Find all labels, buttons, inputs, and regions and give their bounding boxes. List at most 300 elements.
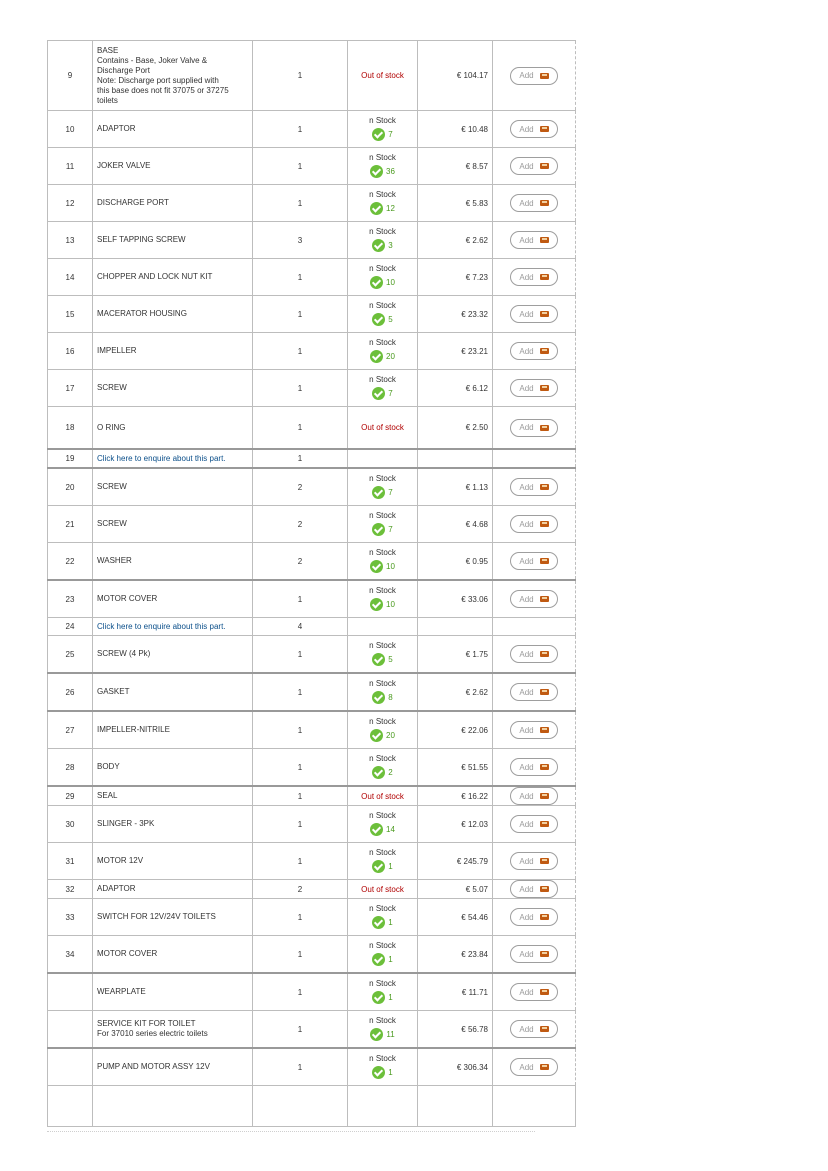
stock-line <box>372 766 392 779</box>
basket-icon <box>540 858 549 864</box>
table-row <box>48 333 576 370</box>
part-number: 22 <box>48 543 93 581</box>
add-cell <box>493 111 576 148</box>
stock-count: 1 <box>388 861 393 871</box>
part-description <box>93 1011 253 1049</box>
add-to-basket-button[interactable] <box>510 908 558 926</box>
add-to-basket-button[interactable] <box>510 67 558 85</box>
check-icon <box>372 691 385 704</box>
part-name: SELF TAPPING SCREW <box>97 235 186 244</box>
add-button-label: Add <box>519 791 534 801</box>
add-cell <box>493 259 576 296</box>
out-of-stock-label: Out of stock <box>361 791 404 801</box>
add-to-basket-button[interactable] <box>510 590 558 608</box>
basket-icon <box>540 73 549 79</box>
table-row <box>48 749 576 787</box>
add-to-basket-button[interactable] <box>510 880 558 898</box>
part-price <box>418 618 493 636</box>
stock-status <box>348 1048 418 1086</box>
basket-icon <box>540 311 549 317</box>
check-icon <box>372 523 385 536</box>
basket-icon <box>540 596 549 602</box>
part-price: € 12.03 <box>418 806 493 843</box>
table-row <box>48 449 576 468</box>
part-quantity: 1 <box>253 185 348 222</box>
table-row <box>48 222 576 259</box>
stock-count: 36 <box>386 166 395 176</box>
part-price: € 1.75 <box>418 636 493 674</box>
add-cell <box>493 786 576 806</box>
stock-line <box>372 128 392 141</box>
table-row <box>48 370 576 407</box>
part-description <box>93 259 253 296</box>
add-button-label: Add <box>519 649 534 659</box>
part-name: CHOPPER AND LOCK NUT KIT <box>97 272 213 281</box>
add-cell <box>493 673 576 711</box>
part-price: € 23.21 <box>418 333 493 370</box>
in-stock-label: n Stock <box>369 940 396 950</box>
part-price: € 23.32 <box>418 296 493 333</box>
stock-count: 11 <box>386 1029 395 1039</box>
add-cell <box>493 711 576 749</box>
in-stock-label: n Stock <box>369 473 396 483</box>
part-note: this base does not fit 37075 or 37275 <box>97 85 229 95</box>
part-name: SEAL <box>97 791 118 800</box>
part-name: SCREW (4 Pk) <box>97 649 151 658</box>
basket-icon <box>540 886 549 892</box>
table-row <box>48 41 576 111</box>
in-stock-label: n Stock <box>369 1015 396 1025</box>
part-name: SCREW <box>97 482 127 491</box>
stock-count: 7 <box>388 129 393 139</box>
check-icon <box>372 766 385 779</box>
part-name: SCREW <box>97 519 127 528</box>
part-description <box>93 973 253 1011</box>
add-to-basket-button[interactable] <box>510 515 558 533</box>
add-cell <box>493 543 576 581</box>
add-cell <box>493 222 576 259</box>
in-stock-label: n Stock <box>369 716 396 726</box>
part-quantity: 1 <box>253 370 348 407</box>
part-number <box>48 1048 93 1086</box>
part-name: IMPELLER-NITRILE <box>97 725 170 734</box>
table-row <box>48 407 576 450</box>
part-number: 13 <box>48 222 93 259</box>
check-icon <box>370 1028 383 1041</box>
table-row <box>48 618 576 636</box>
part-description <box>93 543 253 581</box>
part-description <box>93 449 253 468</box>
part-description <box>93 936 253 974</box>
basket-icon <box>540 727 549 733</box>
part-description <box>93 1048 253 1086</box>
table-row <box>48 111 576 148</box>
add-cell <box>493 618 576 636</box>
part-number: 20 <box>48 468 93 506</box>
add-to-basket-button[interactable] <box>510 983 558 1001</box>
in-stock-label: n Stock <box>369 152 396 162</box>
table-row <box>48 936 576 974</box>
part-quantity: 1 <box>253 41 348 111</box>
table-row <box>48 806 576 843</box>
stock-status <box>348 711 418 749</box>
table-row <box>48 880 576 899</box>
in-stock-label: n Stock <box>369 753 396 763</box>
check-icon <box>372 653 385 666</box>
part-number: 27 <box>48 711 93 749</box>
part-price: € 22.06 <box>418 711 493 749</box>
add-cell <box>493 973 576 1011</box>
in-stock-label: n Stock <box>369 547 396 557</box>
part-quantity: 1 <box>253 407 348 450</box>
part-quantity: 2 <box>253 543 348 581</box>
add-button-label: Add <box>519 272 534 282</box>
add-button-label: Add <box>519 687 534 697</box>
stock-status <box>348 296 418 333</box>
add-cell <box>493 407 576 450</box>
basket-icon <box>540 689 549 695</box>
add-to-basket-button[interactable] <box>510 787 558 805</box>
add-cell <box>493 468 576 506</box>
stock-line <box>370 560 395 573</box>
add-to-basket-button[interactable] <box>510 379 558 397</box>
check-icon <box>372 991 385 1004</box>
add-to-basket-button[interactable] <box>510 478 558 496</box>
add-to-basket-button[interactable] <box>510 120 558 138</box>
add-button-label: Add <box>519 912 534 922</box>
basket-icon <box>540 951 549 957</box>
add-cell <box>493 449 576 468</box>
add-to-basket-button[interactable] <box>510 645 558 663</box>
part-price: € 245.79 <box>418 843 493 880</box>
add-button-label: Add <box>519 987 534 997</box>
stock-status <box>348 222 418 259</box>
stock-status <box>348 506 418 543</box>
part-name: O RING <box>97 422 126 432</box>
table-row <box>48 580 576 618</box>
in-stock-label: n Stock <box>369 847 396 857</box>
part-number: 33 <box>48 899 93 936</box>
add-to-basket-button[interactable] <box>510 945 558 963</box>
check-icon <box>372 128 385 141</box>
add-to-basket-button[interactable] <box>510 231 558 249</box>
stock-status <box>348 618 418 636</box>
part-number: 23 <box>48 580 93 618</box>
stock-line <box>372 313 392 326</box>
enquire-link[interactable]: Click here to enquire about this part. <box>97 621 226 631</box>
part-number: 28 <box>48 749 93 787</box>
add-cell <box>493 843 576 880</box>
add-button-label: Add <box>519 1024 534 1034</box>
part-description <box>93 843 253 880</box>
in-stock-label: n Stock <box>369 115 396 125</box>
add-cell <box>493 41 576 111</box>
part-name: DISCHARGE PORT <box>97 198 169 207</box>
stock-count: 20 <box>386 351 395 361</box>
part-price: € 10.48 <box>418 111 493 148</box>
basket-icon <box>540 274 549 280</box>
add-to-basket-button[interactable] <box>510 342 558 360</box>
table-row <box>48 148 576 185</box>
part-price: € 104.17 <box>418 41 493 111</box>
table-bottom-divider <box>47 1131 535 1132</box>
table-row <box>48 259 576 296</box>
stock-status <box>348 449 418 468</box>
part-quantity: 1 <box>253 148 348 185</box>
stock-line <box>370 823 395 836</box>
table-row <box>48 1011 576 1049</box>
stock-count: 8 <box>388 692 393 702</box>
stock-count: 7 <box>388 487 393 497</box>
part-description <box>93 880 253 899</box>
add-to-basket-button[interactable] <box>510 721 558 739</box>
part-quantity: 1 <box>253 1048 348 1086</box>
part-number: 34 <box>48 936 93 974</box>
basket-icon <box>540 521 549 527</box>
part-name: GASKET <box>97 687 130 696</box>
table-row <box>48 899 576 936</box>
part-price: € 56.78 <box>418 1011 493 1049</box>
basket-icon <box>540 425 549 431</box>
part-name: MACERATOR HOUSING <box>97 309 187 318</box>
stock-status <box>348 843 418 880</box>
add-button-label: Add <box>519 423 534 432</box>
part-description <box>93 468 253 506</box>
part-name: BASE <box>97 45 119 55</box>
part-number <box>48 1011 93 1049</box>
add-to-basket-button[interactable] <box>510 552 558 570</box>
add-button-label: Add <box>519 235 534 245</box>
add-cell <box>493 636 576 674</box>
stock-status <box>348 899 418 936</box>
add-to-basket-button[interactable] <box>510 815 558 833</box>
add-to-basket-button[interactable] <box>510 683 558 701</box>
part-number: 9 <box>48 41 93 111</box>
table-row <box>48 468 576 506</box>
check-icon <box>370 202 383 215</box>
part-name: SWITCH FOR 12V/24V TOILETS <box>97 912 216 921</box>
check-icon <box>370 165 383 178</box>
part-quantity: 3 <box>253 222 348 259</box>
add-button-label: Add <box>519 556 534 566</box>
enquire-link[interactable]: Click here to enquire about this part. <box>97 453 226 463</box>
out-of-stock-label: Out of stock <box>361 71 404 80</box>
check-icon <box>372 486 385 499</box>
table-row <box>48 543 576 581</box>
out-of-stock-label: Out of stock <box>361 423 404 432</box>
part-description <box>93 506 253 543</box>
stock-line <box>370 598 395 611</box>
check-icon <box>370 729 383 742</box>
stock-status <box>348 786 418 806</box>
stock-status <box>348 636 418 674</box>
in-stock-label: n Stock <box>369 978 396 988</box>
basket-icon <box>540 200 549 206</box>
add-button-label: Add <box>519 1062 534 1072</box>
check-icon <box>370 598 383 611</box>
part-quantity: 4 <box>253 618 348 636</box>
part-number: 25 <box>48 636 93 674</box>
add-to-basket-button[interactable] <box>510 268 558 286</box>
stock-count: 10 <box>386 277 395 287</box>
in-stock-label: n Stock <box>369 585 396 595</box>
parts-table <box>47 40 576 1127</box>
part-quantity: 1 <box>253 449 348 468</box>
add-cell <box>493 185 576 222</box>
part-description <box>93 111 253 148</box>
stock-count: 5 <box>388 654 393 664</box>
table-row <box>48 711 576 749</box>
add-cell <box>493 806 576 843</box>
stock-count: 20 <box>386 730 395 740</box>
part-description <box>93 899 253 936</box>
add-to-basket-button[interactable] <box>510 194 558 212</box>
add-to-basket-button[interactable] <box>510 157 558 175</box>
stock-count: 1 <box>388 1067 393 1077</box>
part-description <box>93 636 253 674</box>
add-cell <box>493 580 576 618</box>
add-button-label: Add <box>519 383 534 393</box>
stock-count: 7 <box>388 388 393 398</box>
stock-status <box>348 936 418 974</box>
part-number: 17 <box>48 370 93 407</box>
part-price: € 23.84 <box>418 936 493 974</box>
part-number: 10 <box>48 111 93 148</box>
stock-status <box>348 407 418 450</box>
stock-line <box>372 916 392 929</box>
empty-cell <box>48 1086 93 1127</box>
table-row <box>48 843 576 880</box>
part-price: € 5.83 <box>418 185 493 222</box>
part-note: toilets <box>97 95 118 105</box>
part-quantity: 1 <box>253 296 348 333</box>
part-number: 32 <box>48 880 93 899</box>
basket-icon <box>540 126 549 132</box>
stock-status <box>348 185 418 222</box>
part-number: 26 <box>48 673 93 711</box>
table-row <box>48 296 576 333</box>
part-quantity: 1 <box>253 973 348 1011</box>
part-quantity: 1 <box>253 936 348 974</box>
in-stock-label: n Stock <box>369 640 396 650</box>
part-note: For 37010 series electric toilets <box>97 1029 208 1038</box>
add-cell <box>493 899 576 936</box>
part-price: € 5.07 <box>418 880 493 899</box>
part-note: Note: Discharge port supplied with <box>97 75 219 85</box>
table-row <box>48 185 576 222</box>
part-price: € 2.50 <box>418 407 493 450</box>
stock-line <box>372 953 392 966</box>
check-icon <box>372 387 385 400</box>
part-description <box>93 806 253 843</box>
part-name: ADAPTOR <box>97 884 136 893</box>
stock-line <box>372 691 392 704</box>
part-description <box>93 185 253 222</box>
in-stock-label: n Stock <box>369 810 396 820</box>
basket-icon <box>540 651 549 657</box>
check-icon <box>370 276 383 289</box>
add-to-basket-button[interactable] <box>510 419 558 437</box>
part-quantity: 1 <box>253 333 348 370</box>
part-description <box>93 580 253 618</box>
check-icon <box>372 313 385 326</box>
part-description <box>93 407 253 450</box>
basket-icon <box>540 385 549 391</box>
in-stock-label: n Stock <box>369 189 396 199</box>
part-quantity: 1 <box>253 843 348 880</box>
part-price: € 7.23 <box>418 259 493 296</box>
stock-line <box>370 165 395 178</box>
part-number: 12 <box>48 185 93 222</box>
part-name: SERVICE KIT FOR TOILET <box>97 1019 196 1028</box>
add-to-basket-button[interactable] <box>510 305 558 323</box>
stock-count: 12 <box>386 203 395 213</box>
add-button-label: Add <box>519 71 534 80</box>
stock-line <box>372 486 392 499</box>
part-price: € 2.62 <box>418 673 493 711</box>
part-price: € 33.06 <box>418 580 493 618</box>
part-description <box>93 749 253 787</box>
stock-line <box>372 239 392 252</box>
part-name: WASHER <box>97 556 132 565</box>
add-button-label: Add <box>519 725 534 735</box>
add-cell <box>493 148 576 185</box>
table-row <box>48 673 576 711</box>
stock-count: 10 <box>386 561 395 571</box>
stock-line <box>372 991 392 1004</box>
part-description <box>93 370 253 407</box>
stock-status <box>348 806 418 843</box>
part-name: SCREW <box>97 383 127 392</box>
add-button-label: Add <box>519 949 534 959</box>
in-stock-label: n Stock <box>369 678 396 688</box>
basket-icon <box>540 348 549 354</box>
stock-line <box>372 387 392 400</box>
add-to-basket-button[interactable] <box>510 1058 558 1076</box>
table-row <box>48 506 576 543</box>
add-button-label: Add <box>519 762 534 772</box>
stock-count: 7 <box>388 524 393 534</box>
part-price: € 51.55 <box>418 749 493 787</box>
part-quantity: 1 <box>253 899 348 936</box>
part-price: € 16.22 <box>418 786 493 806</box>
add-cell <box>493 370 576 407</box>
in-stock-label: n Stock <box>369 510 396 520</box>
part-quantity: 1 <box>253 749 348 787</box>
part-description <box>93 618 253 636</box>
add-to-basket-button[interactable] <box>510 1020 558 1038</box>
add-to-basket-button[interactable] <box>510 758 558 776</box>
part-name: PUMP AND MOTOR ASSY 12V <box>97 1062 210 1071</box>
part-name: BODY <box>97 762 120 771</box>
part-number <box>48 973 93 1011</box>
part-name: WEARPLATE <box>97 987 146 996</box>
part-description <box>93 222 253 259</box>
part-number: 29 <box>48 786 93 806</box>
part-quantity: 1 <box>253 806 348 843</box>
stock-count: 14 <box>386 824 395 834</box>
add-cell <box>493 296 576 333</box>
add-button-label: Add <box>519 856 534 866</box>
empty-cell <box>348 1086 418 1127</box>
add-button-label: Add <box>519 819 534 829</box>
in-stock-label: n Stock <box>369 337 396 347</box>
add-button-label: Add <box>519 161 534 171</box>
stock-status <box>348 111 418 148</box>
add-cell <box>493 936 576 974</box>
basket-icon <box>540 793 549 799</box>
add-to-basket-button[interactable] <box>510 852 558 870</box>
